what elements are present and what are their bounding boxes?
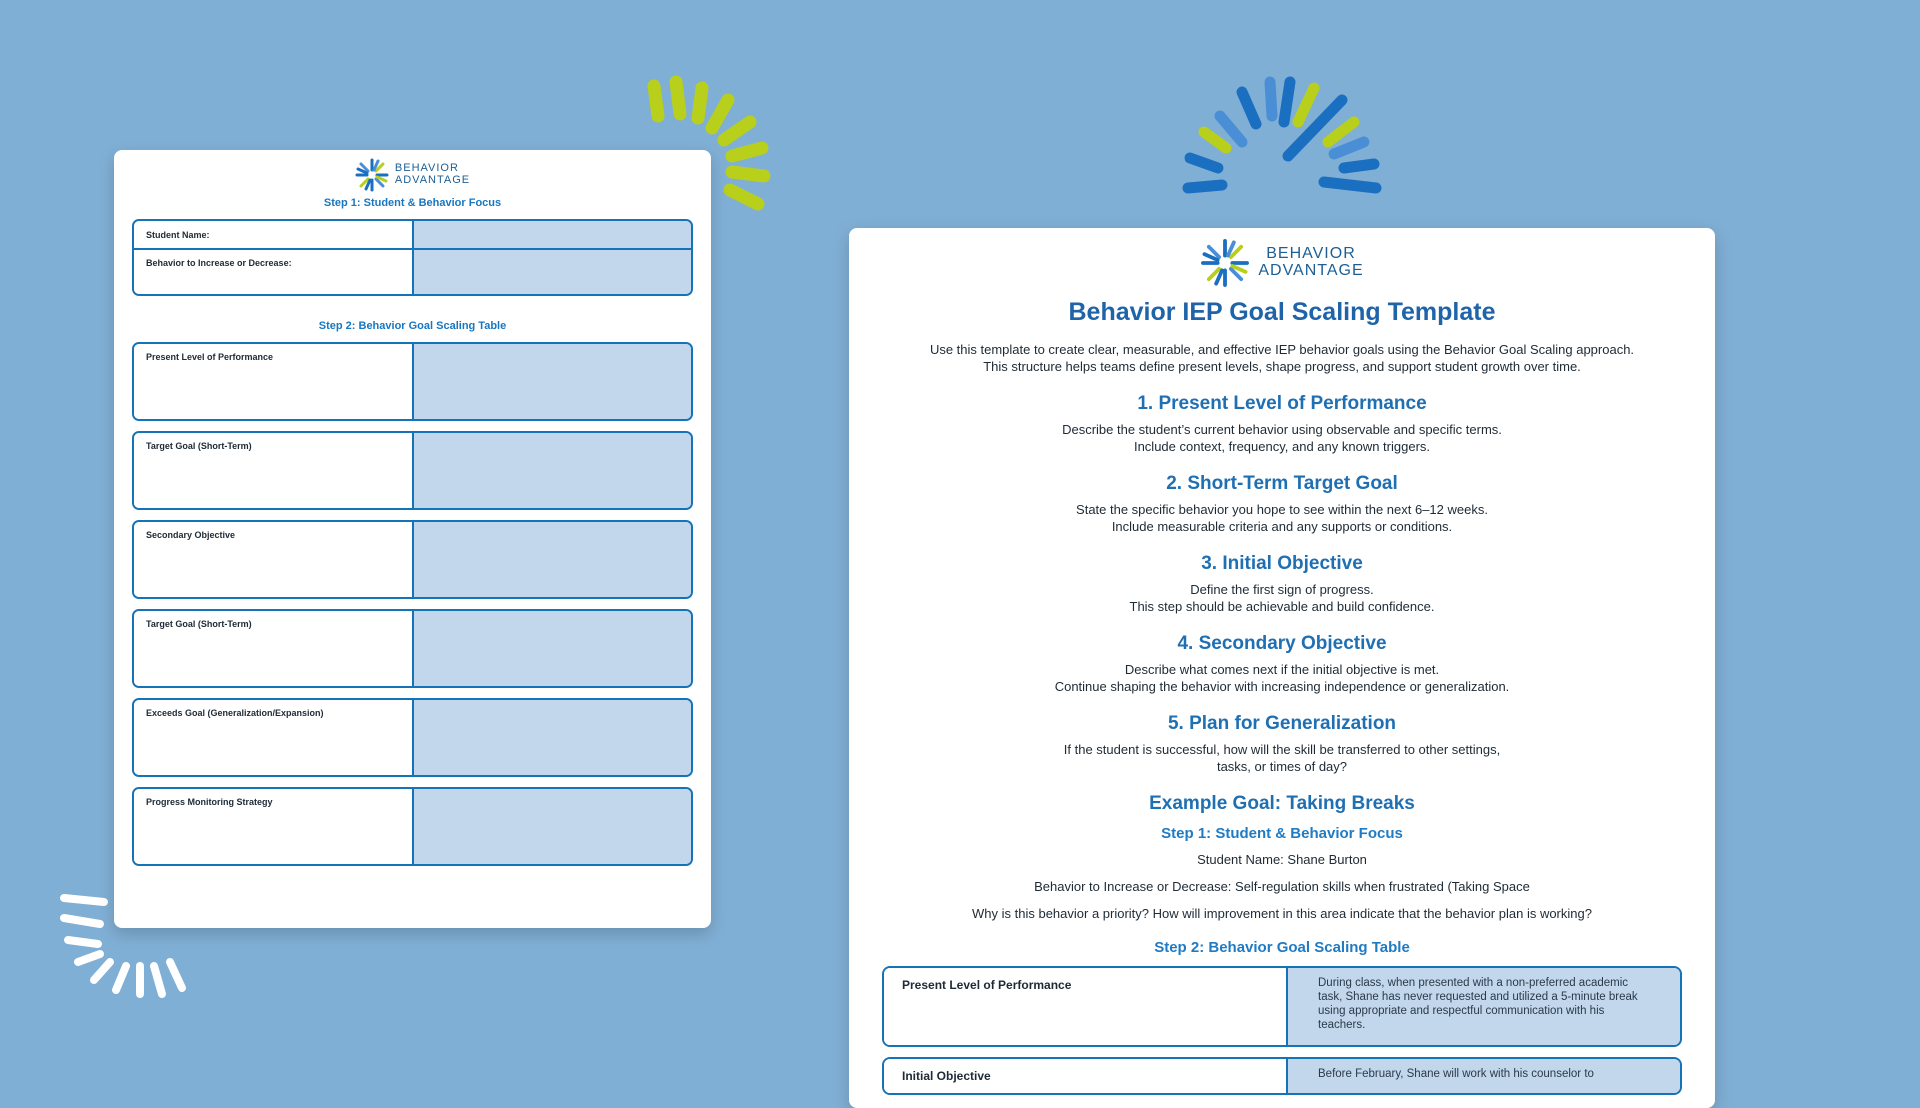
logo-line-1: BEHAVIOR	[394, 162, 459, 175]
section	[882, 473, 1682, 535]
example-table-row	[882, 1057, 1682, 1095]
intro-text	[882, 341, 1682, 375]
scaling-row	[132, 609, 693, 688]
scaling-row-field[interactable]	[414, 344, 691, 419]
document-title: Behavior IEP Goal Scaling Template	[1068, 298, 1496, 326]
scaling-row-label: Progress Monitoring Strategy	[134, 789, 414, 864]
intro-line-2: This structure helps teams define present levels, shape progress, and support student growth over time.	[983, 359, 1581, 374]
logo-line-2: ADVANTAGE	[394, 174, 471, 186]
section-line: Continue shaping the behavior with increasing independence or generalization.	[1054, 679, 1510, 694]
scaling-row-field[interactable]	[414, 522, 691, 597]
intro-line-1: Use this template to create clear, measurable, and effective IEP behavior goals using the Behavior Goal Scaling approach.	[929, 342, 1635, 357]
worksheet-page	[114, 150, 711, 928]
example-row-label: Present Level of Performance	[884, 968, 1288, 1045]
starburst-logo-icon	[355, 158, 389, 192]
section-line: Describe the student’s current behavior using observable and specific terms.	[1062, 422, 1502, 437]
section-body	[882, 661, 1682, 695]
behavior-field[interactable]	[414, 248, 691, 294]
example-table-row	[882, 966, 1682, 1047]
scaling-row	[132, 787, 693, 866]
logo-line-2: ADVANTAGE	[1258, 262, 1364, 279]
template-page	[849, 228, 1715, 1108]
student-name-field[interactable]	[414, 221, 691, 248]
scaling-row-label: Present Level of Performance	[134, 344, 414, 419]
scaling-row	[132, 520, 693, 599]
section	[882, 633, 1682, 695]
section-line: Define the first sign of progress.	[1190, 582, 1374, 597]
scaling-row-field[interactable]	[414, 700, 691, 775]
scaling-row	[132, 431, 693, 510]
starburst-logo-icon	[1200, 238, 1250, 288]
logo-wordmark	[1258, 246, 1363, 280]
section	[882, 553, 1682, 615]
section-body	[882, 581, 1682, 615]
section-heading: 1. Present Level of Performance	[1137, 393, 1427, 414]
brand-logo	[882, 238, 1682, 288]
scaling-row-field[interactable]	[414, 611, 691, 686]
section-heading: 4. Secondary Objective	[1177, 633, 1387, 654]
scaling-row-label: Secondary Objective	[134, 522, 414, 597]
section-line: tasks, or times of day?	[1216, 759, 1348, 774]
brand-logo	[132, 158, 693, 192]
logo-line-1: BEHAVIOR	[1266, 245, 1356, 263]
section-body	[882, 421, 1682, 455]
scaling-row-label: Target Goal (Short-Term)	[134, 433, 414, 508]
section-line: Include context, frequency, and any known triggers.	[1133, 439, 1431, 454]
section-heading: 2. Short-Term Target Goal	[1166, 473, 1398, 494]
scaling-row	[132, 342, 693, 421]
example-priority-question: Why is this behavior a priority? How will improvement in this area indicate that the behavior plan is working?	[972, 906, 1592, 921]
scaling-row-label: Target Goal (Short-Term)	[134, 611, 414, 686]
section-line: This step should be achievable and build confidence.	[1129, 599, 1435, 614]
example-student-name: Student Name: Shane Burton	[1197, 852, 1367, 867]
blue-sparkle-icon	[1178, 76, 1388, 201]
example-behavior: Behavior to Increase or Decrease: Self-regulation skills when frustrated (Taking Space	[1034, 879, 1530, 894]
example-row-value: During class, when presented with a non-preferred academic task, Shane has never requested and utilized a 5-minute break using appropriate and respectful communication with his teachers.	[1288, 968, 1680, 1045]
logo-wordmark	[395, 163, 470, 186]
example-row-value: Before February, Shane will work with his counselor to	[1288, 1059, 1680, 1093]
section-line: Include measurable criteria and any supports or conditions.	[1111, 519, 1453, 534]
example-row-label: Initial Objective	[884, 1059, 1288, 1093]
section	[882, 393, 1682, 455]
behavior-label: Behavior to Increase or Decrease:	[134, 248, 414, 294]
student-focus-table	[132, 219, 693, 296]
section-line: If the student is successful, how will the skill be transferred to other settings,	[1063, 742, 1501, 757]
scaling-row-field[interactable]	[414, 433, 691, 508]
section-heading: 3. Initial Objective	[1201, 553, 1363, 574]
section-heading: 5. Plan for Generalization	[1167, 713, 1397, 734]
section-line: Describe what comes next if the initial objective is met.	[1124, 662, 1440, 677]
section	[882, 713, 1682, 775]
step1-heading: Step 1: Student & Behavior Focus	[323, 197, 502, 209]
student-name-label: Student Name:	[134, 221, 414, 248]
scaling-row	[132, 698, 693, 777]
example-heading: Example Goal: Taking Breaks	[1149, 793, 1415, 814]
example-step1-heading: Step 1: Student & Behavior Focus	[1161, 825, 1403, 842]
scaling-row-label: Exceeds Goal (Generalization/Expansion)	[134, 700, 414, 775]
blue-starburst-decoration	[1178, 76, 1388, 201]
step2-heading: Step 2: Behavior Goal Scaling Table	[318, 320, 507, 332]
section-body	[882, 741, 1682, 775]
section-body	[882, 501, 1682, 535]
section-line: State the specific behavior you hope to see within the next 6–12 weeks.	[1076, 502, 1488, 517]
example-step2-heading: Step 2: Behavior Goal Scaling Table	[1154, 939, 1410, 956]
scaling-row-field[interactable]	[414, 789, 691, 864]
